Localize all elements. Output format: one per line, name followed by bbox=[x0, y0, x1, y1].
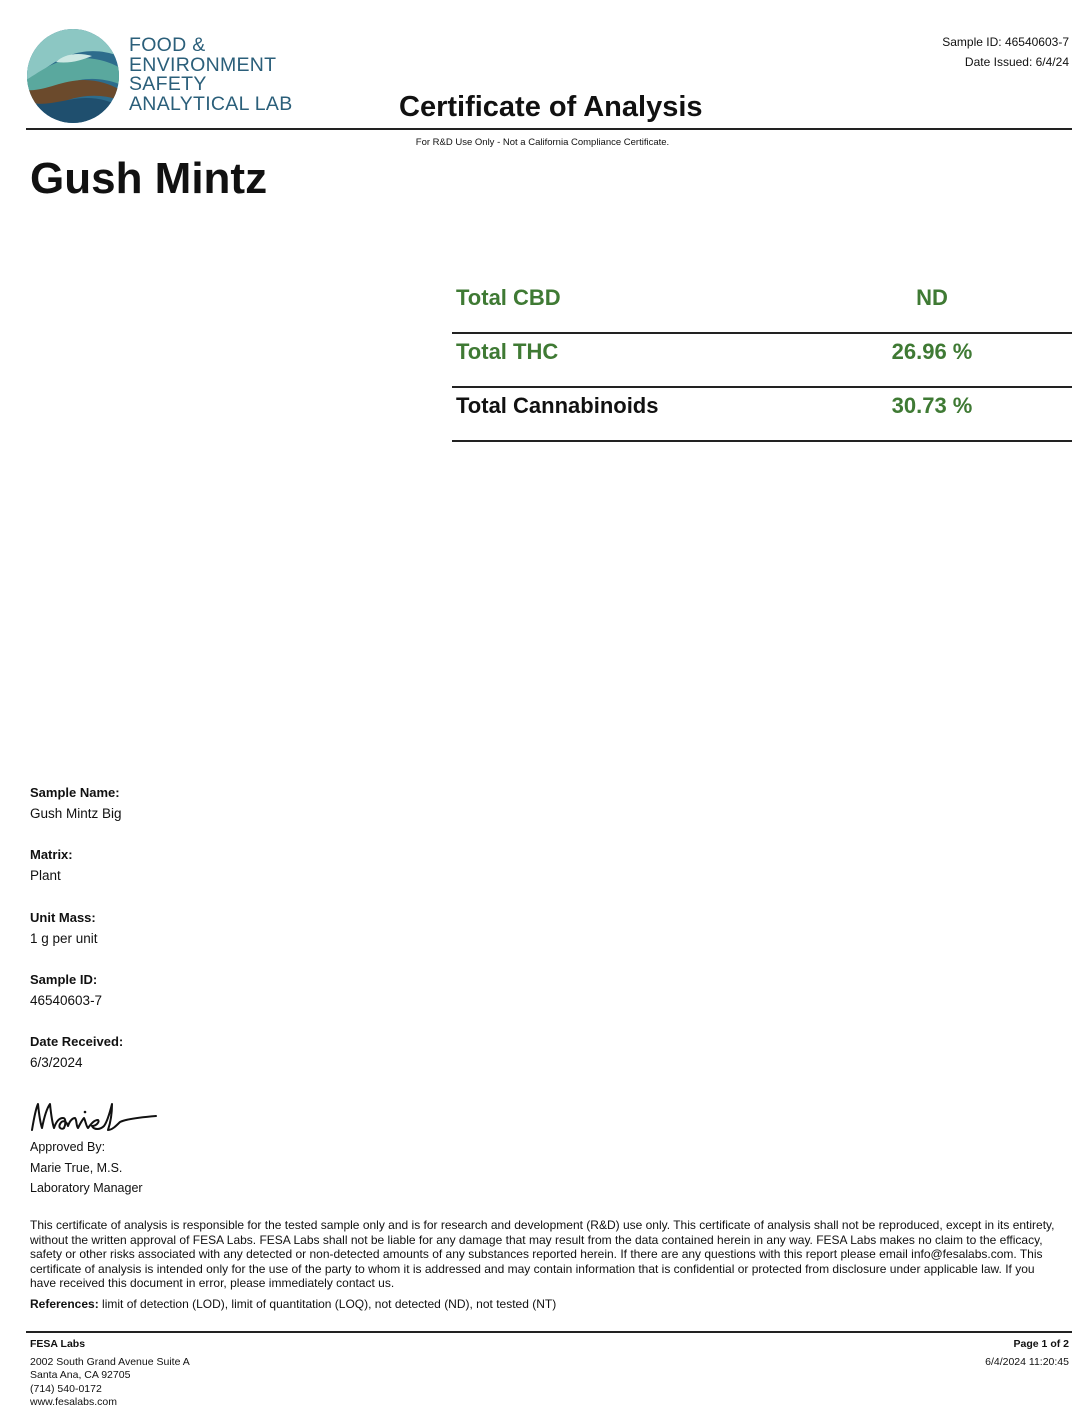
logo-wordmark bbox=[129, 36, 293, 114]
field-label: Date Received: bbox=[30, 1034, 124, 1050]
field-value: 46540603-7 bbox=[30, 992, 103, 1008]
field-date-received bbox=[30, 1034, 123, 1096]
field-label: Unit Mass: bbox=[30, 909, 96, 925]
header-date-issued: Date Issued: 6/4/24 bbox=[964, 55, 1069, 69]
logo-line-3: SAFETY bbox=[129, 73, 207, 95]
footer-website[interactable]: www.fesalabs.com bbox=[30, 1396, 117, 1408]
footer-page-info bbox=[985, 1338, 1069, 1369]
approver-name: Marie True, M.S. bbox=[30, 1160, 123, 1175]
footer-phone: (714) 540-0172 bbox=[30, 1382, 102, 1395]
logo-line-2: ENVIRONMENT bbox=[129, 53, 277, 76]
field-label: Matrix: bbox=[30, 847, 73, 863]
summary-value: ND bbox=[916, 285, 948, 310]
signature bbox=[28, 1090, 160, 1143]
field-value: Plant bbox=[30, 868, 61, 884]
references-label: References: bbox=[30, 1297, 99, 1311]
field-sample-id bbox=[30, 972, 123, 1034]
footer-timestamp: 6/4/2024 11:20:45 bbox=[985, 1355, 1069, 1368]
summary-value: 26.96 % bbox=[891, 339, 973, 364]
approver-title: Laboratory Manager bbox=[30, 1181, 143, 1195]
approved-by-label: Approved By: bbox=[30, 1140, 106, 1154]
potency-summary bbox=[452, 282, 1072, 444]
footer-lab-name: FESA Labs bbox=[30, 1338, 86, 1350]
header-divider bbox=[26, 128, 1072, 130]
summary-row-total-cbd bbox=[452, 282, 1072, 334]
signature-image bbox=[28, 1090, 160, 1138]
field-value: 1 g per unit bbox=[30, 930, 98, 946]
field-value: 6/3/2024 bbox=[30, 1055, 83, 1071]
sample-meta bbox=[942, 32, 1069, 72]
field-label: Sample Name: bbox=[30, 785, 120, 800]
certificate-title: Certificate of Analysis bbox=[399, 91, 703, 123]
fesa-logo bbox=[26, 28, 296, 124]
summary-row-total-thc bbox=[452, 336, 1072, 388]
footer-divider bbox=[26, 1331, 1072, 1333]
footer-address-line-2: Santa Ana, CA 92705 bbox=[30, 1369, 131, 1381]
fesa-logo-icon bbox=[26, 28, 124, 124]
summary-label: Total Cannabinoids bbox=[456, 393, 659, 418]
sample-details bbox=[30, 785, 123, 1096]
field-label: Sample ID: bbox=[30, 971, 98, 987]
field-unit-mass bbox=[30, 910, 123, 972]
references bbox=[30, 1297, 556, 1311]
footer-address-line-1: 2002 South Grand Avenue Suite A bbox=[30, 1355, 190, 1368]
summary-label: Total THC bbox=[456, 339, 559, 364]
summary-row-total-cannabinoids bbox=[452, 390, 1072, 442]
field-value: Gush Mintz Big bbox=[30, 806, 122, 821]
summary-label: Total CBD bbox=[456, 285, 561, 310]
disclaimer-text: This certificate of analysis is responsible for the tested sample only and is for research and development (R&D) use only. This certificate of analysis shall not be reproduced, except in its entirety, without the written approval of FESA Labs. FESA Labs shall not be liable for any damage that may result from the data contained herein in any way. FESA Labs makes no claim to the efficacy, safety or other risks associated with any detected or non-detected amounts of any substances reported herein. If there are any questions with this report please email info@fesalabs.com. This certificate of analysis is intended only for the use of the party to whom it is addressed and may contain information that is confidential or protected from disclosure under applicable law. If you have received this document in error, please immediately contact us. bbox=[30, 1218, 1055, 1291]
summary-value: 30.73 % bbox=[891, 393, 973, 418]
approval-block bbox=[30, 1137, 143, 1199]
product-title: Gush Mintz bbox=[30, 154, 268, 203]
field-matrix bbox=[30, 847, 123, 909]
references-text: limit of detection (LOD), limit of quantitation (LOQ), not detected (ND), not tested (NT) bbox=[98, 1297, 557, 1311]
page-number: Page 1 of 2 bbox=[1013, 1338, 1069, 1350]
header-sample-id: Sample ID: 46540603-7 bbox=[942, 35, 1069, 49]
rd-use-note: For R&D Use Only - Not a California Compliance Certificate. bbox=[415, 137, 670, 148]
footer-address bbox=[30, 1338, 190, 1410]
logo-line-1: FOOD & bbox=[129, 34, 206, 56]
logo-line-4: ANALYTICAL LAB bbox=[129, 92, 293, 115]
field-sample-name bbox=[30, 785, 123, 847]
